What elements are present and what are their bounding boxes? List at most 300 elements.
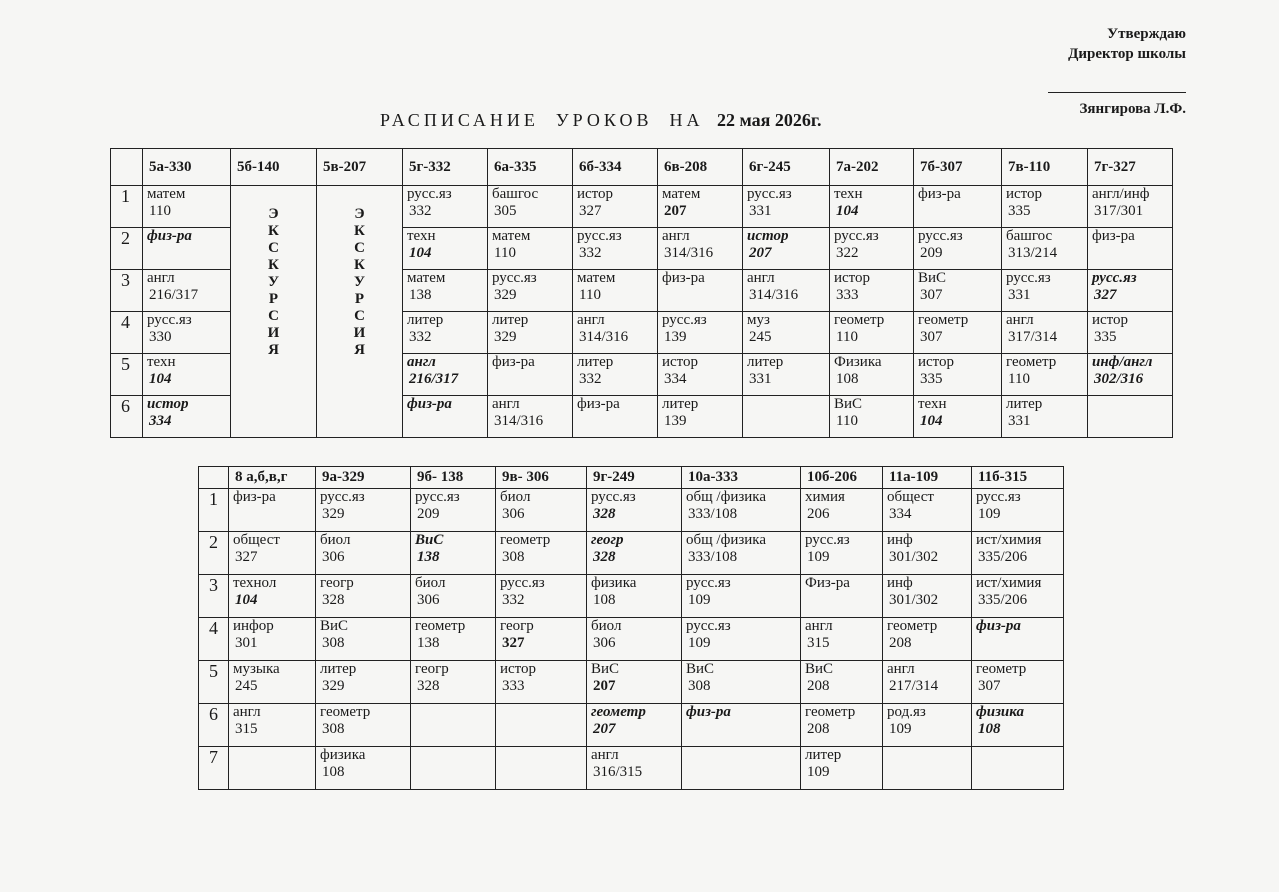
room: 138 (417, 635, 440, 651)
lesson-cell (743, 228, 830, 270)
class-header: 6г-245 (743, 149, 830, 186)
lesson-cell (496, 704, 587, 747)
subject: инфор (233, 618, 274, 634)
subject: ВиС (320, 618, 349, 634)
lesson-cell (143, 270, 231, 312)
excursion-letter: С (354, 240, 365, 256)
lesson-cell (830, 228, 914, 270)
lesson-cell (1002, 354, 1088, 396)
subject: Физ-ра (805, 575, 850, 591)
subject: матем (577, 270, 616, 286)
room: 104 (920, 413, 943, 429)
subject: литер (320, 661, 357, 677)
subject: англ (805, 618, 833, 634)
lesson-number: 1 (111, 186, 143, 228)
subject: литер (805, 747, 842, 763)
header-corner (111, 149, 143, 186)
room: 301/302 (889, 549, 939, 565)
room: 335 (920, 371, 943, 387)
subject: истор (147, 396, 189, 412)
room: 332 (579, 245, 602, 261)
lesson-cell (801, 489, 883, 532)
subject: англ (233, 704, 261, 720)
subject: ист/химия (976, 575, 1042, 591)
room: 104 (409, 245, 432, 261)
subject: инф (887, 575, 913, 591)
room: 104 (836, 203, 859, 219)
subject: англ (492, 396, 520, 412)
table-row (199, 661, 1064, 704)
room: 327 (502, 635, 525, 651)
lesson-cell (658, 270, 743, 312)
room: 332 (579, 371, 602, 387)
title-date: 22 мая 2026г. (716, 110, 822, 130)
excursion-cell (317, 186, 403, 438)
room: 108 (322, 764, 345, 780)
subject: инф/англ (1092, 354, 1153, 370)
room: 110 (494, 245, 516, 261)
table-row (199, 575, 1064, 618)
subject: геогр (591, 532, 624, 548)
class-header: 7а-202 (830, 149, 914, 186)
subject: истор (662, 354, 699, 370)
subject: истор (834, 270, 871, 286)
subject: англ (591, 747, 619, 763)
lesson-cell (411, 489, 496, 532)
lesson-cell (143, 228, 231, 270)
excursion-letter: У (267, 274, 279, 290)
subject: химия (805, 489, 845, 505)
subject: литер (492, 312, 529, 328)
room: 331 (749, 371, 772, 387)
room: 110 (836, 329, 858, 345)
subject: физ-ра (407, 396, 452, 412)
room: 138 (417, 549, 440, 565)
subject: истор (918, 354, 955, 370)
lesson-cell (1088, 270, 1173, 312)
lesson-cell (972, 618, 1064, 661)
class-header: 5б-140 (231, 149, 317, 186)
room: 108 (836, 371, 859, 387)
subject: ВиС (918, 270, 947, 286)
lesson-cell (1088, 396, 1173, 438)
excursion-cell (231, 186, 317, 438)
subject: истор (747, 228, 789, 244)
lesson-number: 6 (111, 396, 143, 438)
lesson-cell (801, 661, 883, 704)
class-header: 10б-206 (801, 467, 883, 489)
excursion-letter: С (354, 308, 365, 324)
lesson-cell (403, 228, 488, 270)
excursion-letter: Я (354, 342, 365, 358)
room: 334 (664, 371, 687, 387)
room: 301/302 (889, 592, 939, 608)
subject: русс.яз (407, 186, 452, 202)
lesson-cell (496, 661, 587, 704)
subject: геогр (320, 575, 354, 591)
subject: инф (887, 532, 913, 548)
lesson-cell (316, 747, 411, 790)
room: 307 (920, 329, 943, 345)
room: 207 (749, 245, 772, 261)
subject: биол (591, 618, 622, 634)
lesson-number: 2 (111, 228, 143, 270)
table-row (199, 704, 1064, 747)
room: 332 (409, 203, 432, 219)
class-header: 9в- 306 (496, 467, 587, 489)
lesson-cell (496, 532, 587, 575)
excursion-letter: К (268, 223, 279, 239)
room: 209 (417, 506, 440, 522)
lesson-cell (496, 575, 587, 618)
lesson-cell (801, 618, 883, 661)
subject: русс.яз (1092, 270, 1137, 286)
lesson-cell (883, 747, 972, 790)
subject: геометр (887, 618, 938, 634)
subject: биол (320, 532, 351, 548)
subject: геогр (500, 618, 534, 634)
lesson-cell (316, 489, 411, 532)
subject: русс.яз (686, 618, 731, 634)
room: 333 (502, 678, 525, 694)
excursion-letter: К (354, 223, 365, 239)
room: 306 (322, 549, 345, 565)
lesson-cell (143, 354, 231, 396)
subject: физ-ра (1092, 228, 1135, 244)
room: 110 (836, 413, 858, 429)
subject: русс.яз (492, 270, 537, 286)
lesson-cell (496, 747, 587, 790)
page-title (380, 110, 821, 131)
excursion-letter: Р (268, 291, 279, 307)
class-header: 9б- 138 (411, 467, 496, 489)
room: 328 (593, 506, 616, 522)
room: 302/316 (1094, 371, 1144, 387)
room: 308 (322, 721, 345, 737)
subject: русс.яз (500, 575, 545, 591)
room: 329 (322, 678, 345, 694)
lesson-cell (1002, 270, 1088, 312)
subject: башгос (1006, 228, 1053, 244)
lesson-cell (1002, 312, 1088, 354)
approval-line2: Директор школы (1068, 46, 1186, 62)
subject: физика (591, 575, 637, 591)
subject: Физика (834, 354, 882, 370)
lesson-cell (587, 704, 682, 747)
room: 327 (235, 549, 258, 565)
class-header: 6б-334 (573, 149, 658, 186)
lesson-number: 2 (199, 532, 229, 575)
lesson-cell (972, 489, 1064, 532)
subject: физика (320, 747, 366, 763)
subject: русс.яз (976, 489, 1021, 505)
lesson-cell (411, 704, 496, 747)
subject: геометр (976, 661, 1027, 677)
subject: биол (415, 575, 446, 591)
class-header: 8 а,б,в,г (229, 467, 316, 489)
lesson-cell (587, 618, 682, 661)
room: 331 (749, 203, 772, 219)
subject: техн (147, 354, 176, 370)
room: 308 (688, 678, 711, 694)
subject: англ (147, 270, 175, 286)
room: 110 (149, 203, 171, 219)
lesson-number: 1 (199, 489, 229, 532)
room: 334 (889, 506, 912, 522)
subject: литер (1006, 396, 1043, 412)
subject: истор (1092, 312, 1129, 328)
lesson-cell (488, 270, 573, 312)
lesson-cell (316, 575, 411, 618)
lesson-cell (682, 489, 801, 532)
lesson-cell (587, 747, 682, 790)
room: 317/301 (1094, 203, 1144, 219)
lesson-cell (914, 396, 1002, 438)
subject: русс.яз (415, 489, 460, 505)
lesson-number: 3 (111, 270, 143, 312)
lesson-cell (573, 228, 658, 270)
room: 327 (579, 203, 602, 219)
room: 335/206 (978, 592, 1028, 608)
subject: русс.яз (747, 186, 792, 202)
lesson-cell (830, 270, 914, 312)
lesson-cell (883, 532, 972, 575)
room: 209 (920, 245, 943, 261)
excursion-letter: И (267, 325, 280, 341)
subject: русс.яз (577, 228, 622, 244)
room: 109 (688, 635, 711, 651)
subject: общест (233, 532, 280, 548)
subject: техн (918, 396, 947, 412)
subject: ВиС (686, 661, 715, 677)
excursion-letter: Э (354, 206, 365, 222)
room: 329 (322, 506, 345, 522)
room: 138 (409, 287, 432, 303)
lesson-cell (972, 532, 1064, 575)
room: 331 (1008, 413, 1031, 429)
subject: башгос (492, 186, 539, 202)
schedule-table-junior (110, 148, 1173, 438)
lesson-cell (143, 312, 231, 354)
subject: ВиС (805, 661, 834, 677)
room: 108 (593, 592, 616, 608)
subject: физ-ра (492, 354, 535, 370)
class-header: 7г-327 (1088, 149, 1173, 186)
lesson-cell (830, 312, 914, 354)
subject: матем (147, 186, 186, 202)
subject: ВиС (415, 532, 444, 548)
room: 109 (889, 721, 912, 737)
subject: техн (834, 186, 863, 202)
subject: русс.яз (1006, 270, 1051, 286)
schedule-table-senior (198, 466, 1064, 790)
approval-block (1030, 24, 1186, 119)
lesson-cell (587, 661, 682, 704)
lesson-cell (801, 532, 883, 575)
room: 109 (688, 592, 711, 608)
room: 216/317 (149, 287, 199, 303)
class-header: 9г-249 (587, 467, 682, 489)
table-row (199, 532, 1064, 575)
lesson-cell (972, 747, 1064, 790)
lesson-cell (914, 312, 1002, 354)
lesson-cell (743, 270, 830, 312)
lesson-cell (1002, 186, 1088, 228)
lesson-cell (658, 312, 743, 354)
subject: геометр (1006, 354, 1057, 370)
lesson-cell (573, 312, 658, 354)
room: 333/108 (688, 506, 738, 522)
room: 329 (494, 287, 517, 303)
title-text: РАСПИСАНИЕ УРОКОВ НА (380, 110, 704, 130)
lesson-cell (1088, 186, 1173, 228)
lesson-cell (883, 704, 972, 747)
lesson-cell (1088, 312, 1173, 354)
lesson-cell (682, 661, 801, 704)
subject: геометр (415, 618, 466, 634)
subject: геометр (834, 312, 885, 328)
lesson-cell (682, 575, 801, 618)
subject: истор (500, 661, 537, 677)
class-header: 6в-208 (658, 149, 743, 186)
lesson-cell (411, 747, 496, 790)
subject: истор (577, 186, 614, 202)
lesson-cell (403, 186, 488, 228)
lesson-cell (972, 704, 1064, 747)
subject: русс.яз (662, 312, 707, 328)
lesson-number: 4 (199, 618, 229, 661)
room: 314/316 (664, 245, 714, 261)
subject: геометр (805, 704, 856, 720)
lesson-number: 6 (199, 704, 229, 747)
lesson-cell (229, 489, 316, 532)
lesson-cell (316, 661, 411, 704)
room: 331 (1008, 287, 1031, 303)
subject: ВиС (591, 661, 620, 677)
class-header: 7б-307 (914, 149, 1002, 186)
room: 306 (593, 635, 616, 651)
subject: русс.яз (918, 228, 963, 244)
table-row (199, 618, 1064, 661)
lesson-cell (682, 704, 801, 747)
subject: физ-ра (662, 270, 705, 286)
room: 328 (322, 592, 345, 608)
room: 139 (664, 413, 687, 429)
lesson-cell (411, 618, 496, 661)
lesson-number: 7 (199, 747, 229, 790)
subject: матем (407, 270, 446, 286)
excursion-letter: Э (268, 206, 279, 222)
room: 108 (978, 721, 1001, 737)
room: 139 (664, 329, 687, 345)
lesson-cell (573, 186, 658, 228)
subject: литер (407, 312, 444, 328)
room: 322 (836, 245, 859, 261)
room: 328 (593, 549, 616, 565)
table-row (199, 489, 1064, 532)
lesson-cell (682, 747, 801, 790)
room: 314/316 (749, 287, 799, 303)
room: 306 (502, 506, 525, 522)
lesson-cell (488, 186, 573, 228)
lesson-cell (883, 575, 972, 618)
room: 301 (235, 635, 258, 651)
lesson-cell (411, 575, 496, 618)
room: 334 (149, 413, 172, 429)
lesson-number: 5 (111, 354, 143, 396)
subject: геогр (415, 661, 449, 677)
class-header: 11а-109 (883, 467, 972, 489)
excursion-letter: У (353, 274, 365, 290)
lesson-cell (143, 396, 231, 438)
lesson-cell (658, 186, 743, 228)
subject: ист/химия (976, 532, 1042, 548)
lesson-cell (682, 618, 801, 661)
header-corner (199, 467, 229, 489)
lesson-cell (883, 618, 972, 661)
lesson-cell (316, 704, 411, 747)
lesson-cell (1088, 354, 1173, 396)
lesson-cell (743, 186, 830, 228)
subject: биол (500, 489, 531, 505)
class-header: 5в-207 (317, 149, 403, 186)
lesson-cell (830, 354, 914, 396)
room: 109 (978, 506, 1001, 522)
subject: музыка (233, 661, 280, 677)
lesson-cell (403, 354, 488, 396)
room: 316/315 (593, 764, 643, 780)
room: 109 (807, 549, 830, 565)
subject: англ (407, 354, 436, 370)
subject: физ-ра (147, 228, 192, 244)
subject: физ-ра (686, 704, 731, 720)
room: 335 (1094, 329, 1117, 345)
table-row (111, 186, 1173, 228)
lesson-cell (658, 228, 743, 270)
lesson-cell (658, 354, 743, 396)
lesson-cell (488, 312, 573, 354)
room: 315 (807, 635, 830, 651)
subject: физ-ра (577, 396, 620, 412)
lesson-cell (488, 396, 573, 438)
excursion-letter: С (268, 308, 279, 324)
room: 308 (322, 635, 345, 651)
room: 329 (494, 329, 517, 345)
lesson-cell (411, 532, 496, 575)
room: 216/317 (409, 371, 459, 387)
room: 333/108 (688, 549, 738, 565)
excursion-letter: Р (354, 291, 365, 307)
subject: матем (662, 186, 701, 202)
subject: литер (747, 354, 784, 370)
lesson-cell (743, 396, 830, 438)
lesson-cell (1088, 228, 1173, 270)
room: 207 (593, 721, 616, 737)
lesson-number: 4 (111, 312, 143, 354)
excursion-letter: Я (268, 342, 279, 358)
lesson-cell (914, 354, 1002, 396)
room: 207 (664, 203, 687, 219)
room: 308 (502, 549, 525, 565)
subject: общ /физика (686, 489, 767, 505)
room: 109 (807, 764, 830, 780)
subject: технол (233, 575, 277, 591)
room: 315 (235, 721, 258, 737)
room: 110 (579, 287, 601, 303)
lesson-cell (229, 661, 316, 704)
subject: физика (976, 704, 1025, 720)
lesson-cell (883, 661, 972, 704)
